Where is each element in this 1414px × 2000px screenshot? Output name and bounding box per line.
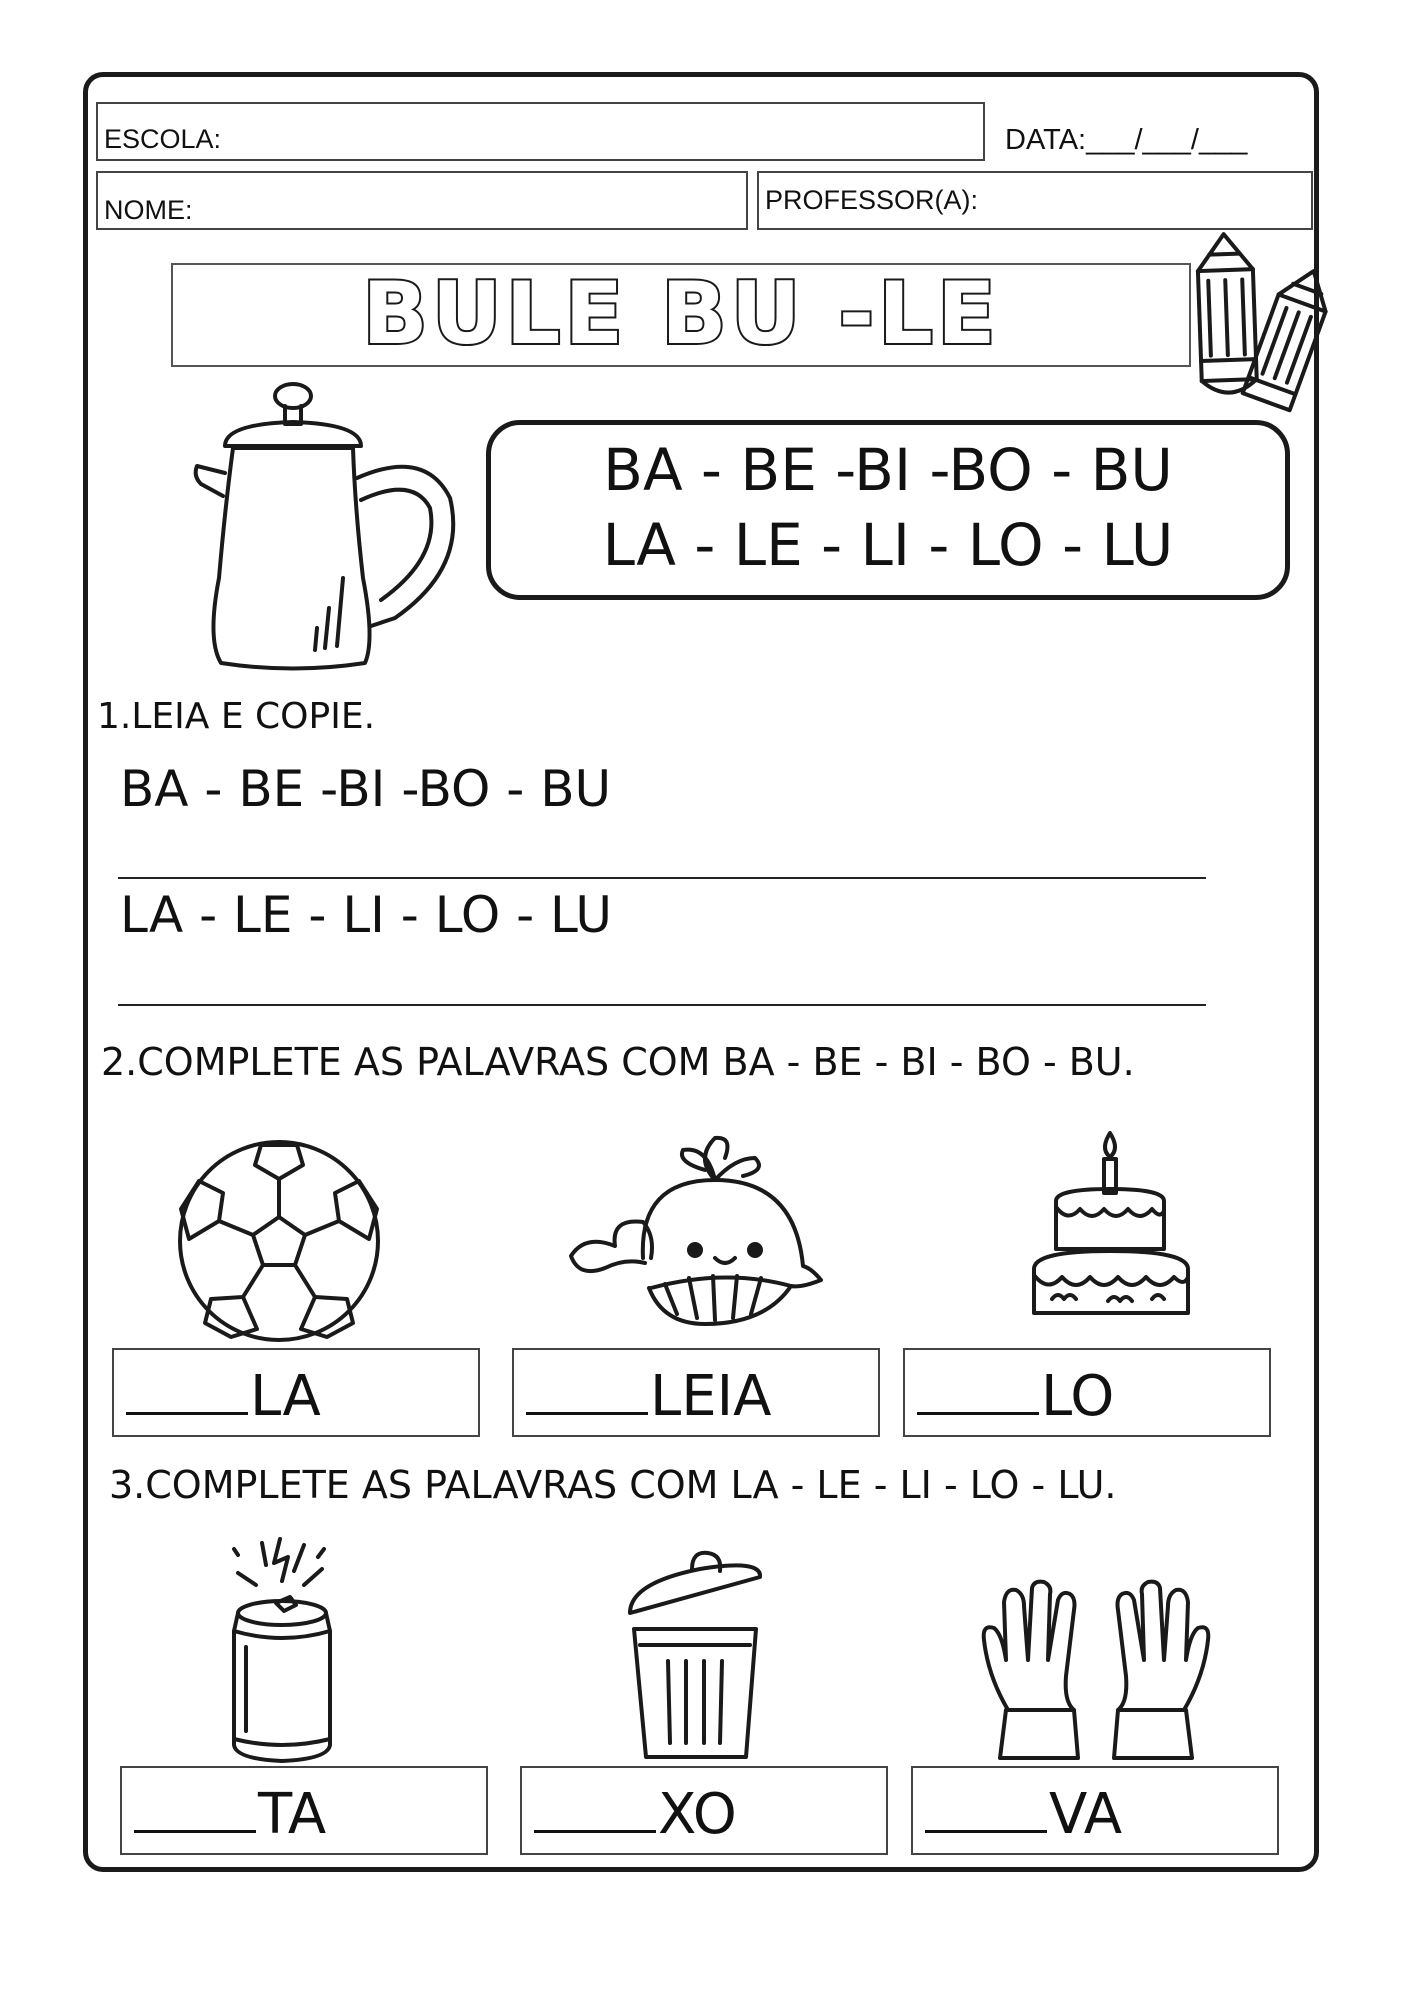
answer-suffix: XO (658, 1782, 737, 1847)
exercise1-instruction: 1.LEIA E COPIE. (97, 696, 376, 737)
blank-input[interactable] (917, 1366, 1039, 1415)
teacher-field[interactable] (757, 171, 1313, 230)
syllables-b-line: BA - BE -BI -BO - BU (603, 436, 1173, 504)
answer-suffix: LEIA (650, 1364, 772, 1429)
name-label: NOME: (104, 195, 193, 225)
blank-input[interactable] (526, 1366, 648, 1415)
answer-suffix: VA (1049, 1782, 1123, 1847)
gloves-icon (978, 1580, 1214, 1766)
exercise3-instruction: 3.COMPLETE AS PALAVRAS COM LA - LE - LI - LO - LU. (109, 1463, 1117, 1507)
exercise1-line2: LA - LE - LI - LO - LU (120, 886, 612, 944)
answer-suffix: LA (250, 1364, 321, 1429)
syllables-l-line: LA - LE - LI - LO - LU (602, 511, 1174, 579)
page-title-graphic (171, 263, 1191, 367)
crayons-icon (1190, 230, 1325, 420)
soda-can-icon (216, 1535, 346, 1767)
school-label: ESCOLA: (104, 124, 222, 154)
exercise2-instruction: 2.COMPLETE AS PALAVRAS COM BA - BE - BI - BO - BU. (101, 1040, 1135, 1084)
name-field[interactable] (96, 171, 748, 230)
answer-box-gloves[interactable] (911, 1766, 1279, 1855)
answer-suffix: LO (1041, 1364, 1115, 1429)
answer-box-ball[interactable] (112, 1348, 480, 1437)
copy-line-1[interactable] (118, 877, 1206, 879)
answer-suffix: TA (258, 1782, 327, 1847)
page-title: BULE BU -LE (362, 264, 1000, 364)
blank-input[interactable] (534, 1784, 656, 1833)
answer-box-can[interactable] (120, 1766, 488, 1855)
answer-box-whale[interactable] (512, 1348, 880, 1437)
school-field[interactable] (96, 102, 985, 161)
blank-input[interactable] (134, 1784, 256, 1833)
soccer-ball-icon (177, 1139, 381, 1343)
copy-line-2[interactable] (118, 1004, 1206, 1006)
teapot-icon (185, 378, 455, 673)
whale-icon (565, 1118, 840, 1338)
trash-can-icon (622, 1547, 768, 1763)
blank-input[interactable] (126, 1366, 248, 1415)
blank-input[interactable] (925, 1784, 1047, 1833)
teacher-label: PROFESSOR(A): (765, 185, 979, 215)
exercise1-line1: BA - BE -BI -BO - BU (120, 760, 612, 818)
answer-box-cake[interactable] (903, 1348, 1271, 1437)
date-field[interactable]: DATA:___/___/___ (1005, 124, 1248, 156)
cake-icon (1028, 1127, 1204, 1323)
answer-box-trash[interactable] (520, 1766, 888, 1855)
